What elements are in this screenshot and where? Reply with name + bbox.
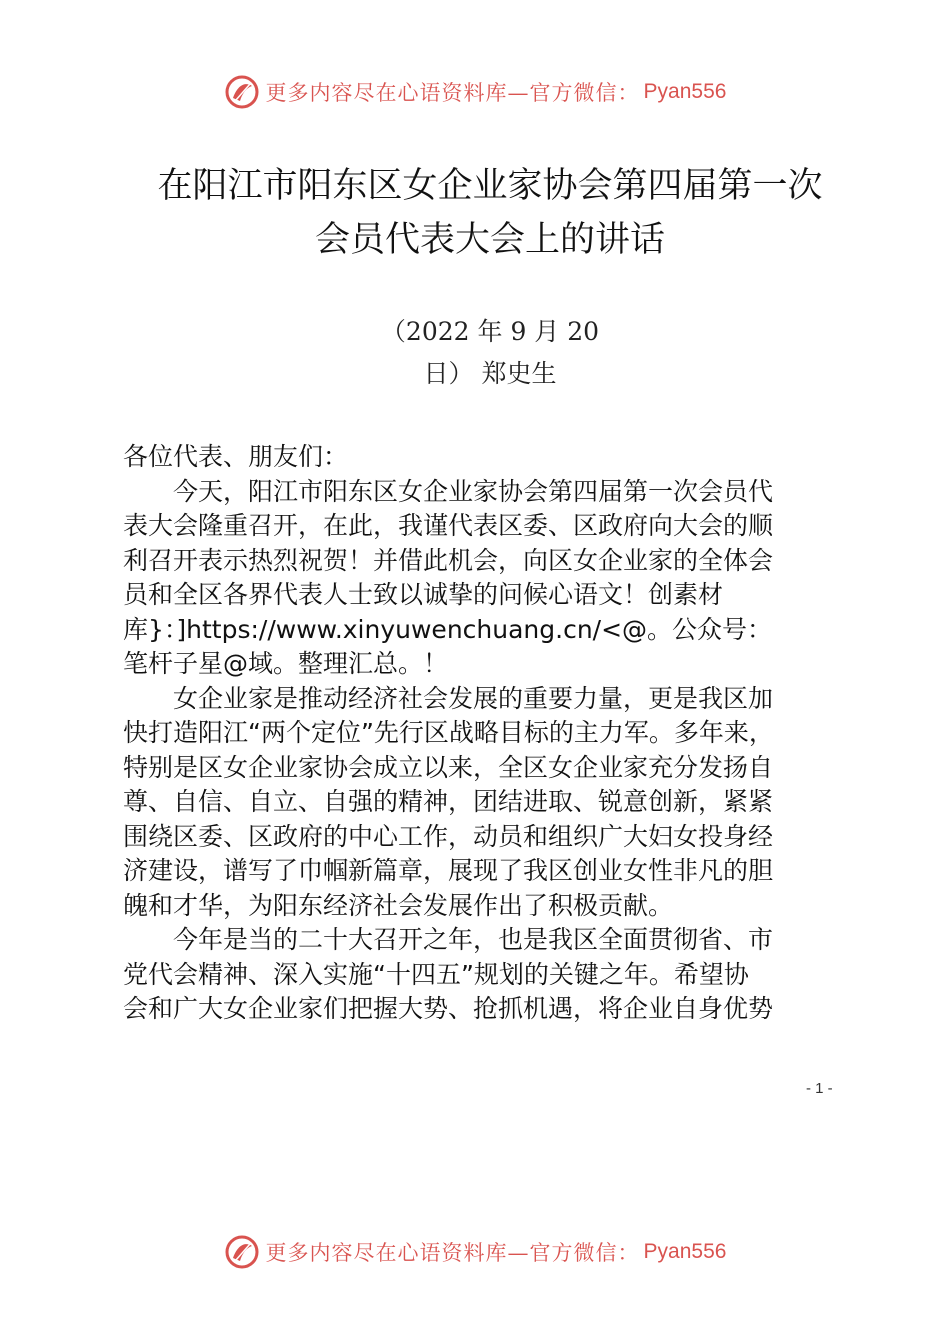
xinyu-logo-icon xyxy=(224,1234,260,1270)
body-line: 快打造阳江“两个定位”先行区战略目标的主力军。多年来， xyxy=(123,718,774,747)
header-banner xyxy=(0,72,950,112)
xinyu-logo-icon xyxy=(224,74,260,110)
body-line: 济建设，谱写了巾帼新篇章，展现了我区创业女性非凡的胆 xyxy=(123,856,774,885)
date-author-line: 日） 郑史生 xyxy=(423,359,557,388)
speech-body xyxy=(123,440,843,1027)
body-line: 围绕区委、区政府的中心工作，动员和组织广大妇女投身经 xyxy=(123,821,774,851)
body-line: 笔杆子星@域。整理汇总。！ xyxy=(123,649,449,678)
body-line: 尊、自信、自立、自强的精神，团结进取、锐意创新，紧紧 xyxy=(123,787,774,816)
body-line: 魄和才华，为阳东经济社会发展作出了积极贡献。 xyxy=(123,890,674,920)
body-line: 党代会精神、深入实施“十四五”规划的关键之年。希望协 xyxy=(123,959,749,989)
date-line1: （2022 年 9 月 20 xyxy=(380,317,600,346)
footer-banner xyxy=(0,1232,950,1272)
body-line: 今年是当的二十大召开之年，也是我区全面贯彻省、市 xyxy=(123,925,774,954)
body-line: 表大会隆重召开，在此，我谨代表区委、区政府向大会的顺 xyxy=(123,511,774,540)
banner-text: 更多内容尽在心语资料库—官方微信： xyxy=(265,1241,640,1265)
body-line: 利召开表示热烈祝贺！并借此机会，向区女企业家的全体会 xyxy=(123,545,774,575)
page-number: - 1 - xyxy=(806,1080,833,1097)
body-line: 特别是区女企业家协会成立以来，全区女企业家充分发扬自 xyxy=(123,752,774,782)
wechat-id: Pyan556 xyxy=(643,80,727,103)
body-line: 会和广大女企业家们把握大势、抢抓机遇，将企业自身优势 xyxy=(123,994,774,1023)
banner-text: 更多内容尽在心语资料库—官方微信： xyxy=(265,81,640,105)
body-line: 今天，阳江市阳东区女企业家协会第四届第一次会员代 xyxy=(123,476,774,506)
wechat-id: Pyan556 xyxy=(643,1240,727,1263)
body-line: 库}：]https://www.xinyuwenchuang.cn/<@。公众号： xyxy=(123,614,773,644)
salutation: 各位代表、朋友们： xyxy=(123,442,349,471)
document-title-line1: 在阳江市阳东区女企业家协会第四届第一次 xyxy=(157,166,823,206)
body-line: 女企业家是推动经济社会发展的重要力量，更是我区加 xyxy=(123,683,774,713)
document-title-line2: 会员代表大会上的讲话 xyxy=(314,220,665,260)
body-line: 员和全区各界代表人士致以诚挚的问候心语文！创素材 xyxy=(123,580,724,609)
